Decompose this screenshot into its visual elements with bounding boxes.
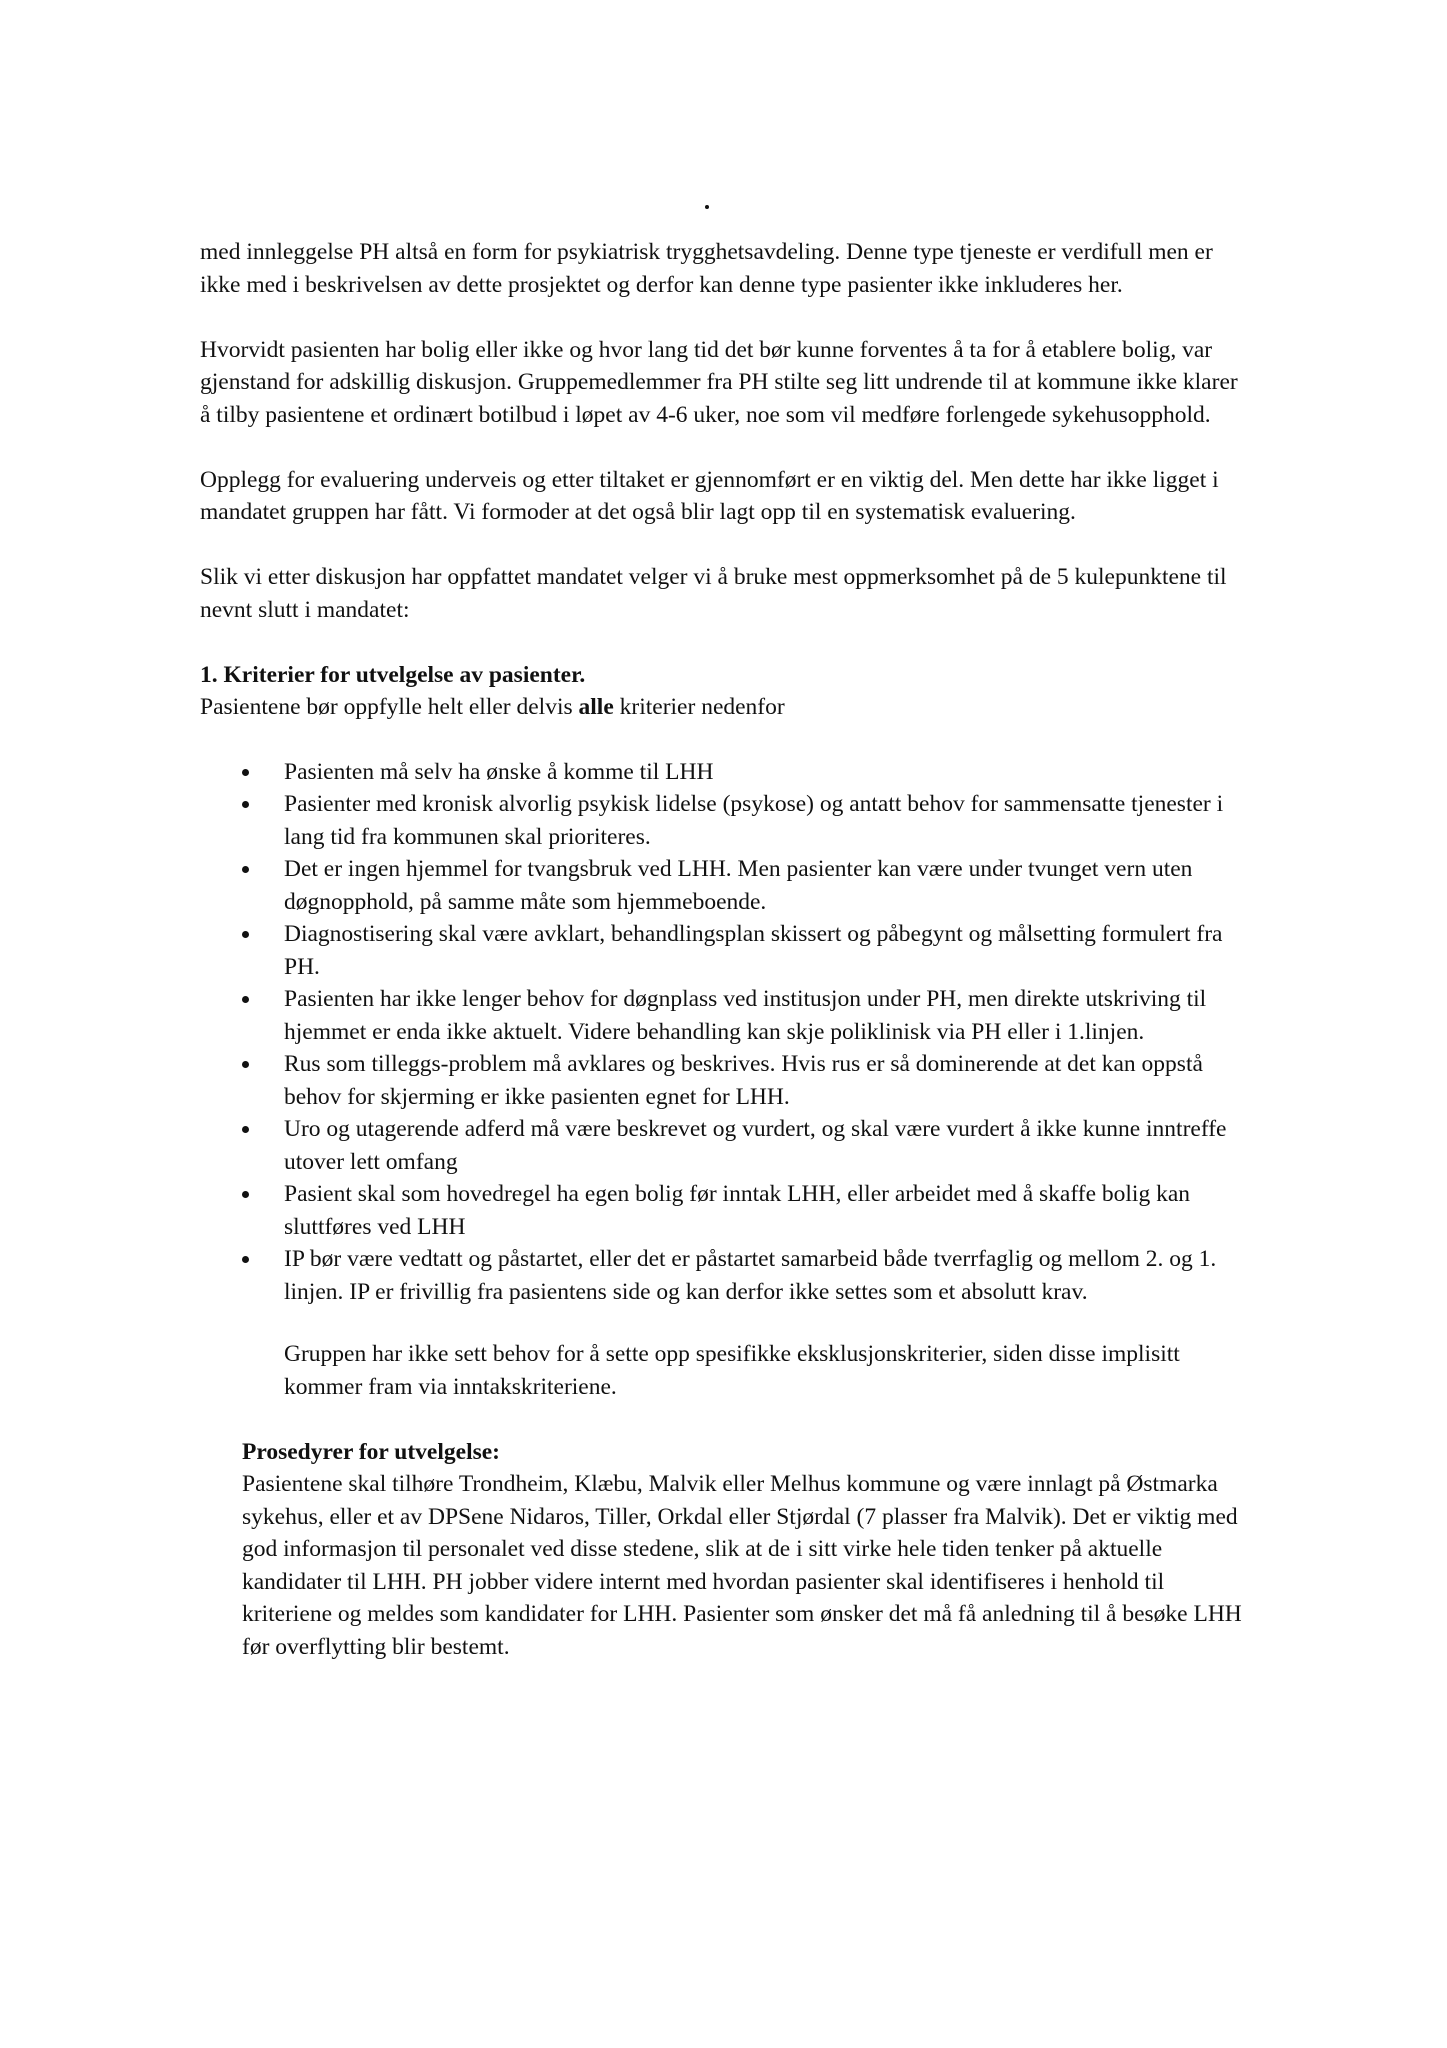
criteria-item: Uro og utagerende adferd må være beskrevet og vurdert, og skal være vurdert å ikke kunne inntreffe utover lett omfang [284, 1113, 1250, 1178]
paragraph-mandat: Slik vi etter diskusjon har oppfattet mandatet velger vi å bruke mest oppmerksomhet på de 5 kulepunktene til nevnt slutt i mandatet: [200, 564, 1227, 623]
document-body [200, 236, 1250, 1663]
paragraph-bolig: Hvorvidt pasienten har bolig eller ikke og hvor lang tid det bør kunne forventes å ta for å etablere bolig, var gjenstand for adskillig diskusjon. Gruppemedlemmer fra PH stilte seg litt undrende til at kommune ikke klarer å tilby pasientene et ordinært botilbud i løpet av 4-6 uker, noe som vil medføre forlengede sykehusopphold. [200, 336, 1238, 428]
criteria-intro-start: Pasientene bør oppfylle helt eller delvis [200, 694, 579, 720]
criteria-item: Pasienter med kronisk alvorlig psykisk lidelse (psykose) og antatt behov for sammensatte tjenester i lang tid fra kommunen skal prioriteres. [284, 788, 1250, 853]
exclusion-note: Gruppen har ikke sett behov for å sette opp spesifikke eksklusjonskriterier, siden disse implisitt kommer fram via inntakskriteriene. [284, 1341, 1180, 1400]
criteria-intro-emphasis: alle [578, 694, 614, 720]
section-heading-kriterier: 1. Kriterier for utvelgelse av pasienter. [200, 661, 586, 688]
criteria-item: Pasienten har ikke lenger behov for døgnplass ved institusjon under PH, men direkte utskriving til hjemmet er enda ikke aktuelt. Videre behandling kan skje poliklinisk via PH eller i 1.linjen. [284, 983, 1250, 1048]
paragraph-evaluering: Opplegg for evaluering underveis og etter tiltaket er gjennomført er en viktig del. Men dette har ikke ligget i mandatet gruppen har fått. Vi formoder at det også blir lagt opp til en systematisk evaluering. [200, 466, 1219, 525]
criteria-item: Diagnostisering skal være avklart, behandlingsplan skissert og påbegynt og målsetting formulert fra PH. [284, 918, 1250, 983]
criteria-intro [200, 691, 1250, 724]
criteria-item: Det er ingen hjemmel for tvangsbruk ved LHH. Men pasienter kan være under tvunget vern uten døgnopphold, på samme måte som hjemmeboende. [284, 853, 1250, 918]
procedures-heading: Prosedyrer for utvelgelse: [242, 1438, 500, 1465]
criteria-item: Pasient skal som hovedregel ha egen bolig før inntak LHH, eller arbeidet med å skaffe bolig kan sluttføres ved LHH [284, 1178, 1250, 1243]
procedures-body: Pasientene skal tilhøre Trondheim, Klæbu, Malvik eller Melhus kommune og være innlagt på Østmarka sykehus, eller et av DPSene Nidaros, Tiller, Orkdal eller Stjørdal (7 plasser fra Malvik). Det er viktig med god informasjon til personalet ved disse stedene, slik at de i sitt virke hele tiden tenker på aktuelle kandidater til LHH. PH jobber videre internt med hvordan pasienter skal identifiseres i henhold til kriteriene og meldes som kandidater for LHH. Pasienter som ønsker det må få anledning til å besøke LHH før overflytting blir bestemt. [242, 1471, 1242, 1660]
scan-artifact-dot [705, 205, 709, 209]
criteria-item: Rus som tilleggs-problem må avklares og beskrives. Hvis rus er så dominerende at det kan oppstå behov for skjerming er ikke pasienten egnet for LHH. [284, 1048, 1250, 1113]
criteria-item: Pasienten må selv ha ønske å komme til LHH [284, 756, 1250, 789]
paragraph-trygghetsavdeling: med innleggelse PH altså en form for psykiatrisk trygghetsavdeling. Denne type tjeneste er verdifull men er ikke med i beskrivelsen av dette prosjektet og derfor kan denne type pasienter ikke inkluderes her. [200, 239, 1213, 298]
criteria-item: IP bør være vedtatt og påstartet, eller det er påstartet samarbeid både tverrfaglig og mellom 2. og 1. linjen. IP er frivillig fra pasientens side og kan derfor ikke settes som et absolutt krav. [284, 1243, 1250, 1308]
criteria-intro-end: kriterier nedenfor [613, 694, 785, 720]
criteria-list [200, 756, 1250, 1309]
